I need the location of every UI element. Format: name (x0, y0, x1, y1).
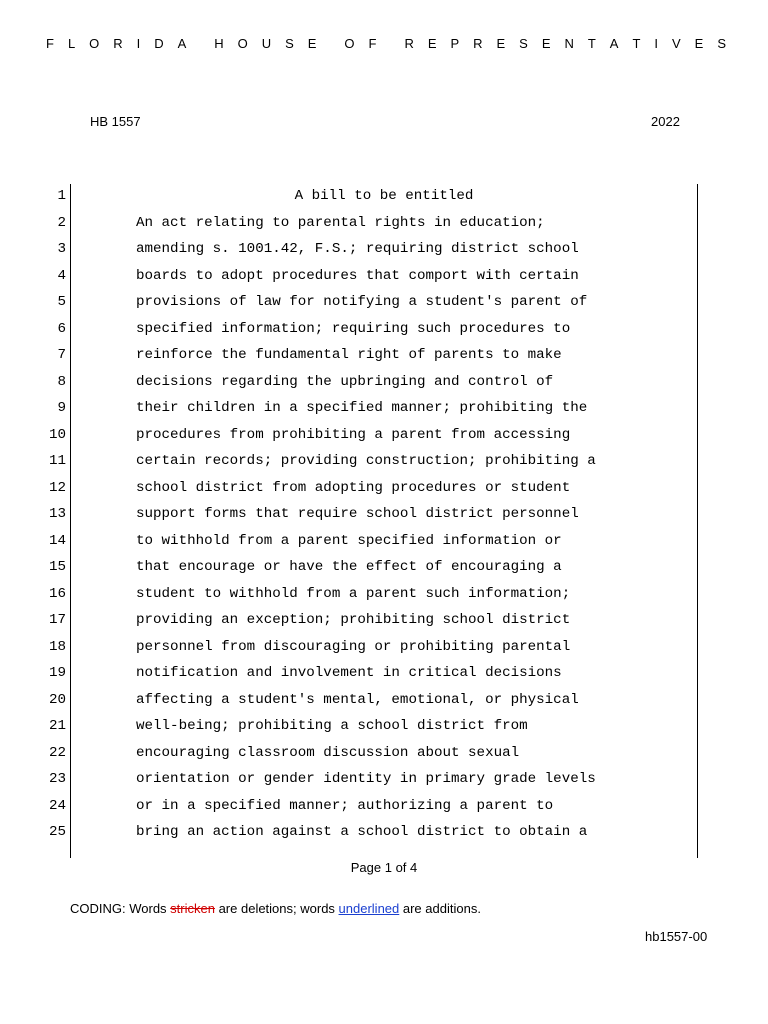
header-title-letter: I (136, 36, 141, 51)
line-number: 11 (48, 453, 66, 469)
line-number: 21 (48, 718, 66, 734)
bill-line (0, 793, 768, 820)
line-number: 20 (48, 691, 66, 708)
header-title-letter: V (672, 36, 681, 51)
header-title-letter: R (113, 36, 123, 51)
header-title-letter: R (404, 36, 414, 51)
header-title-letter: T (587, 36, 596, 51)
bill-line (0, 528, 768, 555)
line-text: provisions of law for notifying a student's parent of (136, 294, 588, 310)
bill-line (0, 819, 768, 846)
line-text: their children in a specified manner; prohibiting the (136, 400, 588, 416)
header-title-letter: I (654, 36, 659, 51)
line-number: 7 (57, 347, 66, 363)
header-title-letter: S (519, 36, 528, 51)
document-code: hb1557-00 (645, 929, 708, 944)
document-header-title (46, 36, 726, 51)
bill-line (0, 766, 768, 793)
line-number: 24 (48, 797, 66, 814)
line-number: 18 (48, 638, 66, 655)
line-text: well-being; prohibiting a school district from (136, 718, 528, 734)
line-text: to withhold from a parent specified information or (136, 532, 562, 549)
line-number: 10 (48, 426, 66, 443)
line-number: 14 (48, 532, 66, 549)
coding-prefix: CODING: Words (70, 901, 171, 916)
bill-id: HB 1557 (90, 114, 141, 129)
line-text: student to withhold from a parent such information; (136, 585, 571, 602)
bill-line (0, 501, 768, 528)
bill-line (0, 740, 768, 767)
bill-line (0, 448, 768, 475)
header-title-letter: S (717, 36, 726, 51)
coding-middle: are deletions; words (214, 901, 339, 916)
line-number: 13 (48, 506, 66, 522)
bill-line (0, 422, 768, 449)
line-text: or in a specified manner; authorizing a parent to (136, 797, 554, 814)
line-number: 22 (48, 744, 66, 761)
line-number: 5 (57, 294, 66, 310)
header-title-letter: P (450, 36, 460, 51)
header-title-letter: F (368, 36, 377, 51)
header-title-letter: R (473, 36, 483, 51)
coding-underlined-example: underlined (338, 901, 400, 916)
header-title-letter: H (214, 36, 224, 51)
line-text: support forms that require school district personnel (136, 506, 579, 522)
bill-line (0, 263, 768, 290)
header-title-letter: T (632, 36, 641, 51)
header-title-letter: U (261, 36, 272, 51)
header-title-letter: D (154, 36, 164, 51)
line-number: 17 (48, 612, 66, 628)
bill-line (0, 289, 768, 316)
line-number: 16 (48, 585, 66, 602)
line-number: 3 (57, 241, 66, 257)
line-text: affecting a student's mental, emotional, or physical (136, 691, 579, 708)
bill-line (0, 369, 768, 396)
line-text: decisions regarding the upbringing and control of (136, 373, 554, 390)
coding-stricken-example: stricken (170, 901, 215, 916)
header-title-letter: O (89, 36, 100, 51)
line-text: reinforce the fundamental right of parents to make (136, 347, 562, 363)
bill-line (0, 660, 768, 687)
bill-line (0, 236, 768, 263)
header-title-letter: A (609, 36, 619, 51)
line-text: specified information; requiring such procedures to (136, 320, 571, 337)
header-title-letter: N (564, 36, 574, 51)
line-text: amending s. 1001.42, F.S.; requiring district school (136, 241, 579, 257)
header-title-letter: A (177, 36, 187, 51)
header-title-letter: L (67, 36, 76, 51)
line-number: 19 (48, 665, 66, 681)
bill-line (0, 634, 768, 661)
bill-line (0, 342, 768, 369)
line-number: 25 (48, 824, 66, 840)
bill-line (0, 687, 768, 714)
bill-line (0, 554, 768, 581)
line-text: boards to adopt procedures that comport with certain (136, 267, 579, 284)
bill-line (0, 210, 768, 237)
header-title-letter: E (541, 36, 551, 51)
line-text: procedures from prohibiting a parent from accessing (136, 426, 571, 443)
bill-line (0, 183, 768, 210)
bill-line (0, 395, 768, 422)
line-text: school district from adopting procedures or student (136, 479, 571, 496)
line-number: 9 (57, 400, 66, 416)
line-text: A bill to be entitled (294, 188, 474, 204)
line-text: that encourage or have the effect of encouraging a (136, 559, 562, 575)
line-number: 2 (57, 214, 66, 231)
page-number: Page 1 of 4 (350, 860, 418, 875)
bill-line (0, 607, 768, 634)
line-text: An act relating to parental rights in education; (136, 214, 545, 231)
header-title-letter: E (307, 36, 317, 51)
line-number: 23 (48, 771, 66, 787)
header-title-letter: O (237, 36, 248, 51)
bill-line (0, 713, 768, 740)
line-text: encouraging classroom discussion about sexual (136, 744, 520, 761)
line-number: 6 (57, 320, 66, 337)
header-title-letter: E (427, 36, 437, 51)
line-text: bring an action against a school district to obtain a (136, 824, 588, 840)
line-number: 12 (48, 479, 66, 496)
header-title-letter: O (344, 36, 355, 51)
bill-line (0, 475, 768, 502)
line-number: 15 (48, 559, 66, 575)
line-text: orientation or gender identity in primary grade levels (136, 771, 596, 787)
header-title-letter: S (285, 36, 294, 51)
header-title-letter: F (46, 36, 54, 51)
bill-line (0, 316, 768, 343)
coding-legend (70, 901, 481, 916)
line-number: 8 (57, 373, 66, 390)
header-title-letter: E (694, 36, 704, 51)
coding-suffix: are additions. (399, 901, 481, 916)
line-number: 1 (57, 188, 66, 204)
bill-year: 2022 (651, 114, 680, 129)
bill-line (0, 581, 768, 608)
bill-text-body (0, 183, 768, 846)
line-number: 4 (57, 267, 66, 284)
line-text: personnel from discouraging or prohibiting parental (136, 638, 571, 655)
line-text: notification and involvement in critical decisions (136, 665, 562, 681)
line-text: providing an exception; prohibiting school district (136, 612, 571, 628)
line-text: certain records; providing construction; prohibiting a (136, 453, 596, 469)
header-title-letter: E (496, 36, 506, 51)
